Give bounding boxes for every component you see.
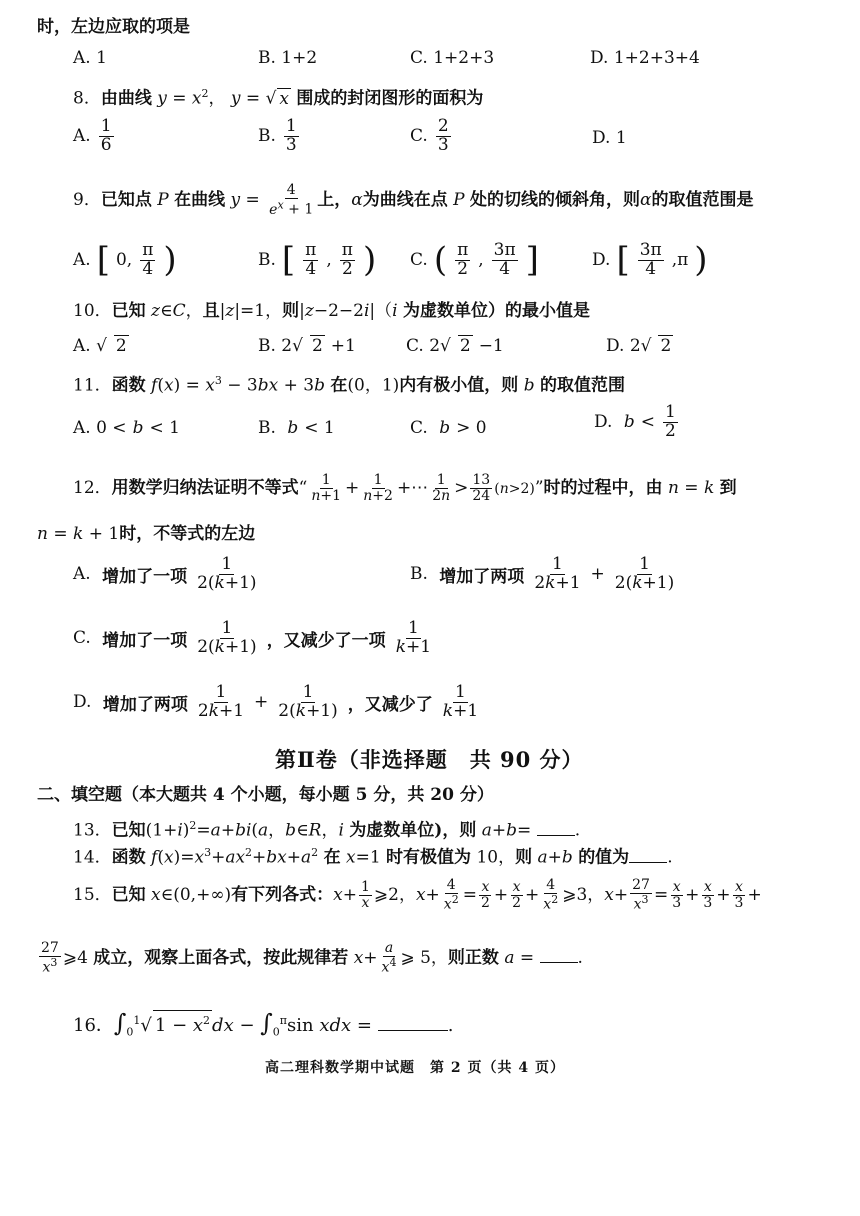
page-footer: 高二理科数学期中试题 第 2 页（共 4 页） bbox=[265, 1060, 565, 1076]
q7-tail: 时，左边应取的项是 bbox=[37, 17, 190, 37]
q11-option-b: B. b < 1 bbox=[258, 418, 335, 438]
q11-option-c: C. b > 0 bbox=[410, 418, 487, 438]
q11-option-a: A. 0 < b < 1 bbox=[73, 418, 180, 438]
part2-title: 第Ⅱ卷（非选择题 共 90 分） bbox=[275, 747, 584, 772]
q10-option-d: D. 2√ 2 bbox=[606, 335, 672, 356]
q9-option-a: A. [ 0, $\frac{\pi}{4}$ ) bbox=[73, 240, 177, 281]
q7-option-d: D. 1+2+3+4 bbox=[590, 48, 700, 68]
q9-option-b: B. [ $\frac{\pi}{4}$ , $\frac{\pi}{2}$ ) bbox=[258, 240, 377, 281]
q12-stem: 12．用数学归纳法证明不等式“ $\frac{1}{n+1}$ + $\frac{1}{n+2}$ +⋯ $\frac{1}{2n}$ > $\frac{13}{24}$ (n>2)”时的过程中，由 n = k 到 bbox=[73, 472, 737, 504]
q7-option-c: C. 1+2+3 bbox=[410, 48, 495, 68]
q9-option-c: C. ( $\frac{\pi}{2}$ , $\frac{3\pi}{4}$ ] bbox=[410, 240, 539, 281]
q8-option-c: C. $\frac{2}{3}$ bbox=[410, 116, 449, 155]
q12-option-a: A. 增加了一项 $\frac{1}{2(k+1)}$ bbox=[73, 554, 257, 593]
q11-stem: 11．函数 $f(x) = x^3 - 3bx + 3b$ 在(0，1)内有极小值，则 b 的取值范围 bbox=[73, 374, 625, 396]
q9-option-d: D. [ $\frac{3\pi}{4}$ ,π ) bbox=[592, 240, 708, 281]
q10-option-b: B. 2√ 2 +1 bbox=[258, 335, 356, 356]
q9-stem: 9．已知点 P 在曲线 y = $\frac{4}{e^x + 1}$ 上，α为曲线在点 P 处的切线的倾斜角，则α的取值范围是 bbox=[73, 182, 754, 218]
q12-stem-cont: n = k + 1时，不等式的左边 bbox=[37, 524, 256, 544]
q14: 14．函数 $f(x)=x^3+ax^2+bx+a^2$ 在 x=1 时有极值为 10，则 a+b 的值为 . bbox=[73, 846, 673, 868]
q16: 16．$\int_0^1√$ $1 - x^2$ dx − $\int_0^\pi\sin$ xdx = . bbox=[73, 1009, 454, 1039]
q13: 13．已知$(1+i)^2=a+bi(a$，b∈R，i 为虚数单位)，则 a+b= . bbox=[73, 819, 581, 841]
q15-line1: 15．已知 x∈(0,+∞)有下列各式：x+ $\frac{1}{x}$ ⩾2，x+ $\frac{4}{x^2}$ = $\frac{x}{2}$ + $\frac{x}{2}$ + $\frac{4}{x^2}$ ⩾3，x+ $\frac{27}{x^3}$ = $\frac{x}{3}$ + $\frac{x}{3}$ + $\frac{x}{3}$ + bbox=[73, 877, 762, 913]
q8-option-b: B. $\frac{1}{3}$ bbox=[258, 116, 297, 155]
q8-option-a: A. $\frac{1}{6}$ bbox=[73, 116, 112, 155]
q15-line2: $\frac{27}{x^3}$ ⩾4 成立，观察上面各式，按此规律若 x+ $\frac{a}{x^4}$ ⩾ 5，则正数 a = . bbox=[41, 940, 583, 976]
q8-option-d: D. 1 bbox=[592, 128, 627, 148]
q11-option-d: D. b < $\frac{1}{2}$ bbox=[594, 402, 676, 441]
q8-stem: 8．由曲线 $y = x^2$， y = √ x 围成的封闭图形的面积为 bbox=[73, 87, 484, 109]
q10-option-a: A. √ 2 bbox=[73, 335, 127, 356]
q12-option-c: C. 增加了一项 $\frac{1}{2(k+1)}$ ，又减少了一项 $\frac{1}{k+1}$ bbox=[73, 618, 432, 657]
q10-option-c: C. 2√ 2 −1 bbox=[406, 335, 504, 356]
q12-option-b: B. 增加了两项 $\frac{1}{2k+1}$ + $\frac{1}{2(k+1)}$ bbox=[410, 554, 675, 593]
q12-option-d: D. 增加了两项 $\frac{1}{2k+1}$ + $\frac{1}{2(k+1)}$ ，又减少了 $\frac{1}{k+1}$ bbox=[73, 682, 479, 721]
section2-heading: 二、填空题（本大题共 4 个小题，每小题 5 分，共 20 分） bbox=[37, 785, 494, 805]
q10-stem: 10．已知 z∈C，且|z|=1，则|z−2−2i|（i 为虚数单位）的最小值是 bbox=[73, 301, 590, 321]
q7-option-b: B. 1+2 bbox=[258, 48, 318, 68]
q7-option-a: A. 1 bbox=[73, 48, 107, 68]
